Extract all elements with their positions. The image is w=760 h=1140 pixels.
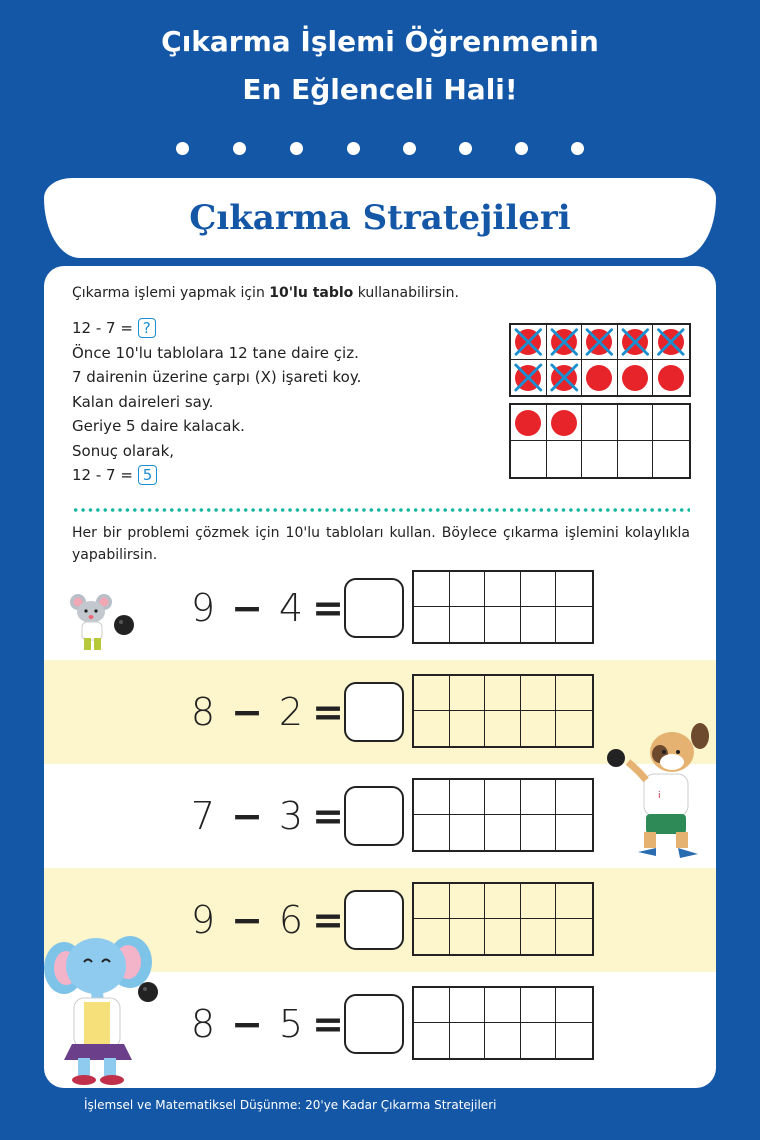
example-line: Sonuç olarak,: [72, 441, 175, 460]
example-line: [72, 316, 361, 341]
ten-frame-cell: [521, 919, 557, 954]
cross-mark-icon: [618, 325, 653, 359]
ten-frame[interactable]: [412, 674, 594, 748]
ten-frame-cell: [485, 780, 521, 815]
cross-mark-icon: [547, 325, 582, 359]
ten-frame-cell: [653, 360, 689, 395]
mouse-mascot: [66, 592, 142, 658]
subtraction-equation: [184, 764, 346, 868]
counter-circle: [515, 410, 541, 436]
ten-frame-cell: [414, 1023, 450, 1058]
ten-frame-cell: [485, 815, 521, 850]
ten-frame-cell: [556, 711, 592, 746]
worksheet-card: [44, 266, 716, 1088]
minuend: 9: [190, 898, 216, 942]
ten-frame-cell: [485, 988, 521, 1023]
ten-frame-cell: [582, 441, 618, 477]
dot: [176, 142, 189, 155]
ten-frame-cell: [556, 676, 592, 711]
cross-mark-icon: [511, 325, 546, 359]
answer-box[interactable]: [344, 786, 404, 846]
ten-frame-cell: [521, 1023, 557, 1058]
subtrahend: 4: [278, 586, 304, 630]
answer-box[interactable]: [344, 578, 404, 638]
ten-frame[interactable]: [412, 778, 594, 852]
ten-frame-cell: [521, 815, 557, 850]
ten-frame-cell: [485, 1023, 521, 1058]
answer-box[interactable]: [344, 994, 404, 1054]
equals-sign: =: [312, 898, 344, 942]
banner-title: Çıkarma Stratejileri: [189, 198, 571, 238]
instructions-text: Her bir problemi çözmek için 10'lu tabloları kullan. Böylece çıkarma işlemini kolaylıkla yapabilirsin.: [72, 525, 690, 563]
example-line: Önce 10'lu tablolara 12 tane daire çiz.: [72, 343, 359, 362]
minuend: 7: [190, 794, 216, 838]
header-title: [0, 18, 760, 114]
example-result: 12 - 7 =: [72, 466, 138, 484]
ten-frame-cell: [450, 884, 486, 919]
minus-sign: −: [231, 690, 263, 734]
ten-frame-cell: [582, 325, 618, 360]
dotted-divider: [72, 508, 690, 512]
ten-frame[interactable]: [412, 570, 594, 644]
ten-frame-cell: [521, 711, 557, 746]
ten-frame-cell: [511, 405, 547, 441]
equals-sign: =: [312, 1002, 344, 1046]
ten-frame-cell: [485, 676, 521, 711]
ten-frame-cell: [414, 988, 450, 1023]
example-line: 7 dairenin üzerine çarpı (X) işareti koy.: [72, 368, 362, 386]
problem-row: [44, 556, 716, 660]
ten-frame-cell: [556, 780, 592, 815]
ten-frame-cell: [485, 607, 521, 642]
intro-before: Çıkarma işlemi yapmak için: [72, 285, 270, 301]
counter-circle: [586, 365, 612, 391]
intro-text: [72, 285, 459, 301]
intro-bold: 10'lu tablo: [269, 285, 354, 301]
ten-frame-cell: [414, 607, 450, 642]
ten-frame-cell: [511, 360, 547, 395]
ten-frame-cell: [511, 441, 547, 477]
ten-frame-cell: [450, 780, 486, 815]
ten-frame-cell: [485, 572, 521, 607]
ten-frame[interactable]: [412, 882, 594, 956]
decorative-dots: [0, 142, 760, 158]
subtrahend: 3: [278, 794, 304, 838]
ten-frame-cell: [450, 572, 486, 607]
ten-frame-cell: [556, 884, 592, 919]
answer-box[interactable]: [344, 682, 404, 742]
example-line: Kalan daireleri say.: [72, 392, 214, 411]
dot: [403, 142, 416, 155]
subtraction-equation: [184, 556, 346, 660]
ten-frame-cell: [547, 360, 583, 395]
subtraction-equation: [184, 972, 346, 1076]
equals-sign: =: [312, 586, 344, 630]
minus-sign: −: [231, 1002, 263, 1046]
ten-frame-cell: [450, 711, 486, 746]
minuend: 8: [190, 690, 216, 734]
ten-frame-cell: [547, 325, 583, 360]
ten-frame-cell: [414, 711, 450, 746]
ten-frame-cell: [414, 884, 450, 919]
ten-frame-cell: [485, 884, 521, 919]
ten-frame-cell: [485, 919, 521, 954]
svg-text:i: i: [658, 791, 661, 801]
ten-frame-cell: [450, 676, 486, 711]
example-equation: 12 - 7 =: [72, 319, 138, 337]
counter-circle: [551, 410, 577, 436]
ten-frame-cell: [556, 988, 592, 1023]
minuend: 9: [190, 586, 216, 630]
counter-circle: [658, 365, 684, 391]
ten-frame-cell: [414, 572, 450, 607]
dot: [233, 142, 246, 155]
ten-frame-cell: [547, 405, 583, 441]
cross-mark-icon: [511, 360, 546, 395]
ten-frame-cell: [618, 405, 654, 441]
ten-frame-cell: [450, 988, 486, 1023]
ten-frame-cell: [653, 325, 689, 360]
example-ten-frame-1: [509, 323, 691, 397]
ten-frame-cell: [653, 441, 689, 477]
ten-frame-cell: [414, 676, 450, 711]
cross-mark-icon: [547, 360, 582, 395]
minus-sign: −: [231, 586, 263, 630]
dot: [459, 142, 472, 155]
question-box: ?: [138, 318, 156, 338]
subtrahend: 6: [278, 898, 304, 942]
dog-mascot: [600, 722, 716, 860]
example-steps: [72, 316, 361, 488]
dot: [290, 142, 303, 155]
counter-circle: [622, 365, 648, 391]
example-ten-frame-2: [509, 403, 691, 479]
ten-frame-cell: [556, 815, 592, 850]
equals-sign: =: [312, 690, 344, 734]
ten-frame-cell: [618, 325, 654, 360]
equals-sign: =: [312, 794, 344, 838]
footer-text: İşlemsel ve Matematiksel Düşünme: 20'ye Kadar Çıkarma Stratejileri: [84, 1098, 497, 1112]
intro-after: kullanabilirsin.: [353, 285, 459, 301]
header-line-2: En Eğlenceli Hali!: [242, 73, 518, 106]
ten-frame-cell: [450, 919, 486, 954]
ten-frame-cell: [511, 325, 547, 360]
ten-frame-cell: [618, 360, 654, 395]
subtraction-equation: [184, 660, 346, 764]
subtraction-equation: [184, 868, 346, 972]
ten-frame-cell: [521, 572, 557, 607]
ten-frame-cell: [556, 572, 592, 607]
elephant-mascot: [44, 926, 170, 1086]
ten-frame-cell: [414, 919, 450, 954]
answer-box: 5: [138, 465, 158, 485]
ten-frame-cell: [521, 676, 557, 711]
dot: [571, 142, 584, 155]
example-line: Geriye 5 daire kalacak.: [72, 417, 245, 435]
ten-frame-cell: [556, 607, 592, 642]
ten-frame-cell: [653, 405, 689, 441]
ten-frame-cell: [582, 360, 618, 395]
ten-frame-cell: [556, 919, 592, 954]
minus-sign: −: [231, 794, 263, 838]
ten-frame-cell: [618, 441, 654, 477]
cross-mark-icon: [582, 325, 617, 359]
ten-frame-cell: [521, 780, 557, 815]
ten-frame-cell: [521, 988, 557, 1023]
dot: [515, 142, 528, 155]
subtrahend: 5: [278, 1002, 304, 1046]
ten-frame-cell: [450, 607, 486, 642]
ten-frame-cell: [450, 1023, 486, 1058]
dot: [347, 142, 360, 155]
ten-frame-cell: [450, 815, 486, 850]
ten-frame-cell: [547, 441, 583, 477]
example-line: [72, 463, 361, 488]
ten-frame-cell: [485, 711, 521, 746]
cross-mark-icon: [653, 325, 689, 359]
answer-box[interactable]: [344, 890, 404, 950]
ten-frame-cell: [521, 884, 557, 919]
ten-frame-cell: [414, 780, 450, 815]
ten-frame-cell: [556, 1023, 592, 1058]
minus-sign: −: [231, 898, 263, 942]
ten-frame-cell: [414, 815, 450, 850]
ten-frame-cell: [582, 405, 618, 441]
header-line-1: Çıkarma İşlemi Öğrenmenin: [161, 25, 599, 58]
minuend: 8: [190, 1002, 216, 1046]
ten-frame-cell: [521, 607, 557, 642]
subtrahend: 2: [278, 690, 304, 734]
ten-frame[interactable]: [412, 986, 594, 1060]
